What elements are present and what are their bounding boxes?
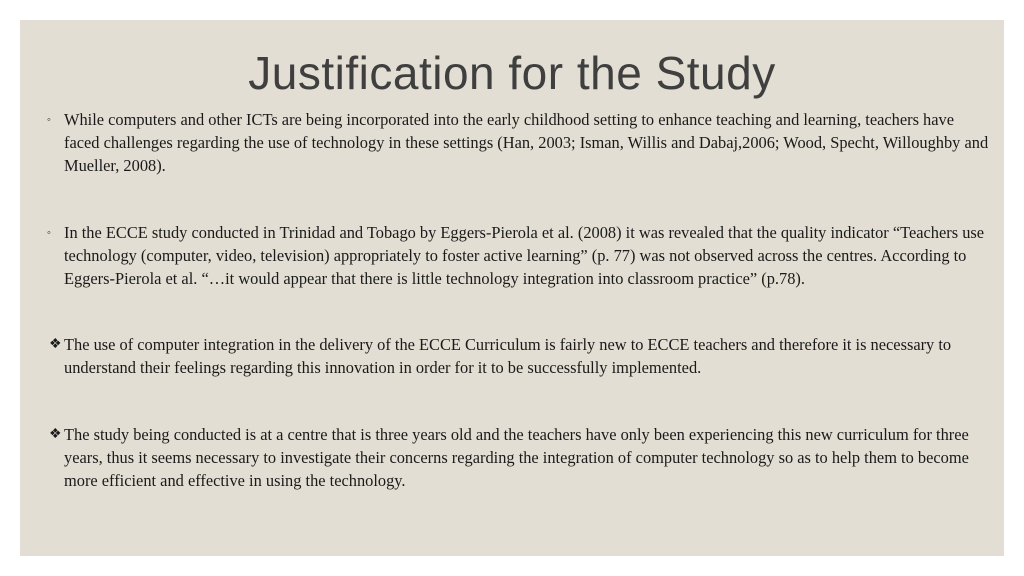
- circle-bullet-icon: ◦: [47, 226, 51, 239]
- bullet-list: [44, 108, 990, 492]
- diamond-bullet-icon: ❖: [49, 337, 62, 353]
- circle-bullet-icon: ◦: [47, 114, 51, 126]
- bullet-item: [44, 423, 990, 493]
- slide-title: Justification for the Study: [248, 47, 776, 99]
- bullet-item: [44, 333, 990, 379]
- slide: [20, 20, 1004, 556]
- diamond-bullet-icon: ❖: [49, 426, 62, 442]
- bullet-text: The study being conducted is at a centre that is three years old and the teachers have only been experiencing this new curriculum for three years, thus it seems necessary to investigate their concerns regarding the integration of computer technology so as to help them to become more efficient and effective in using the technology.: [64, 424, 969, 491]
- bullet-text: In the ECCE study conducted in Trinidad and Tobago by Eggers-Pierola et al. (2008) it was revealed that the quality indicator “Teachers use technology (computer, video, television) appropriately to foster active learning” (p. 77) was not observed across the centres. According to Eggers-Pierola et al. “…it would appear that there is little technology integration into classroom practice” (p.78).: [64, 222, 985, 289]
- bullet-item: [44, 221, 990, 291]
- bullet-text: While computers and other ICTs are being incorporated into the early childhood setting to enhance teaching and learning, teachers have faced challenges regarding the use of technology in these settings (Han, 2003; Isman, Willis and Dabaj,2006; Wood, Specht, Willoughby and Mueller, 2008).: [64, 110, 989, 176]
- bullet-item: [44, 108, 990, 178]
- bullet-text: The use of computer integration in the delivery of the ECCE Curriculum is fairly new to ECCE teachers and therefore it is necessary to understand their feelings regarding this innovation in order for it to be successfully implemented.: [64, 335, 952, 378]
